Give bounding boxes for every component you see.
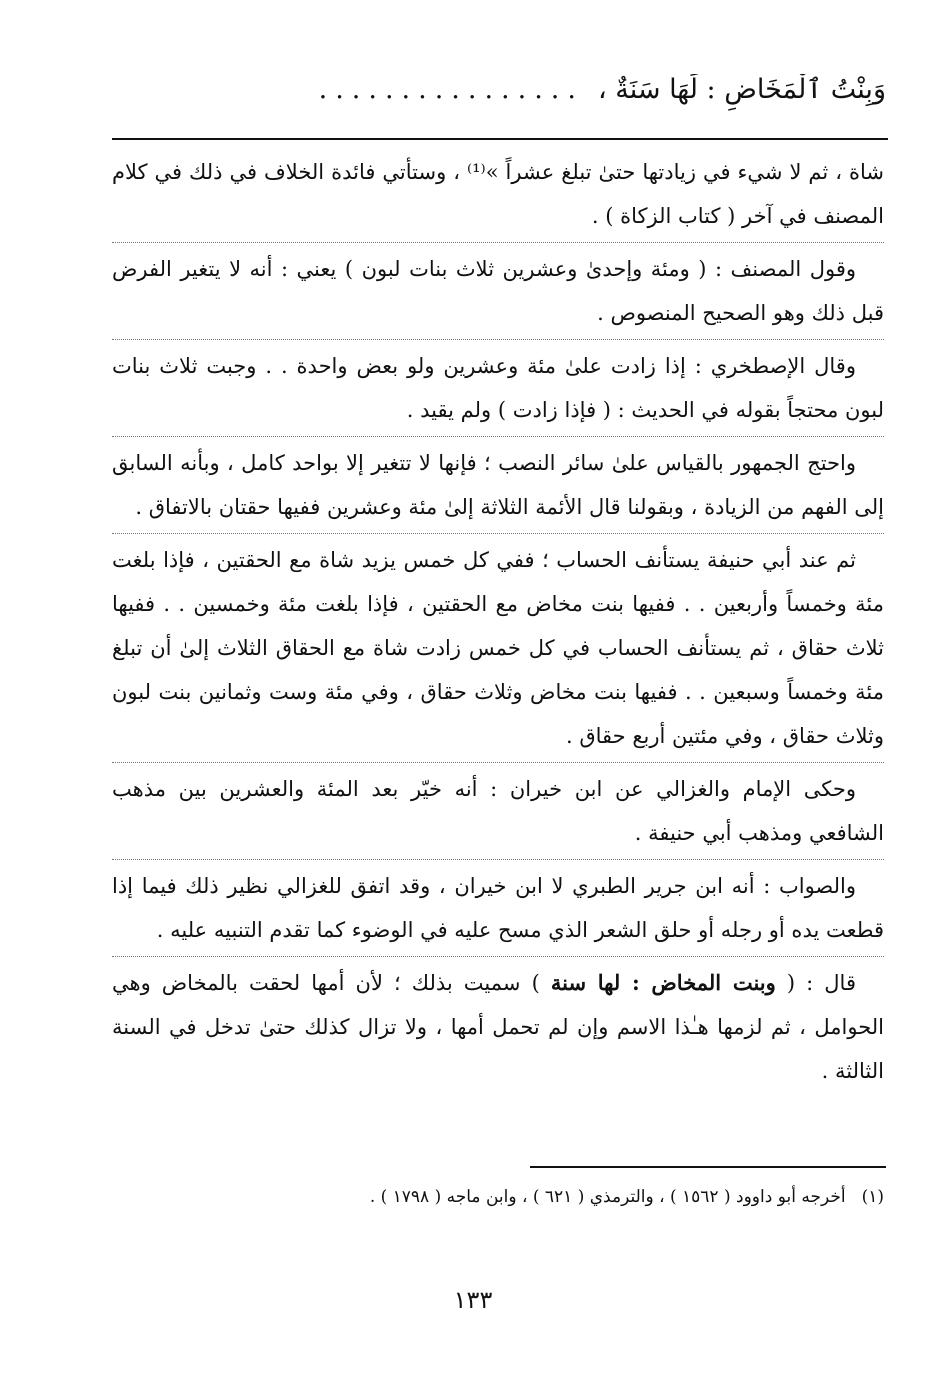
paragraph-6: وحكى الإمام والغزالي عن ابن خيران : أنه خيّر بعد المئة والعشرين بين مذهب الشافعي ومذهب أبي حنيفة . <box>112 777 884 845</box>
quoted-matn: وبنت المخاض : لها سنة <box>550 970 776 995</box>
paragraph-2: وقول المصنف : ( ومئة وإحدىٰ وعشرين ثلاث بنات لبون ) يعني : أنه لا يتغير الفرض قبل ذلك وهو الصحيح المنصوص . <box>112 257 884 325</box>
header-dot-leader: ................ <box>318 74 584 105</box>
paragraph-separator <box>112 859 884 860</box>
quote-intro: قال : ( <box>775 971 856 995</box>
paragraph-7: والصواب : أنه ابن جرير الطبري لا ابن خيران ، وقد اتفق للغزالي نظير ذلك فيما إذا قطعت يده أو رجله أو حلق الشعر الذي مسح عليه في الوضوء كما تقدم التنبيه عليه . <box>112 874 884 942</box>
paragraph-separator <box>112 242 884 243</box>
paragraph-3: وقال الإصطخري : إذا زادت علىٰ مئة وعشرين ولو بعض واحدة . . وجبت ثلاث بنات لبون محتجاً بقوله في الحديث : ( فإذا زادت ) ولم يقيد . <box>112 354 884 422</box>
running-header <box>108 74 886 124</box>
paragraph-separator <box>112 762 884 763</box>
paragraph-separator <box>112 956 884 957</box>
footnote-rule <box>530 1166 886 1168</box>
paragraph-4: واحتج الجمهور بالقياس علىٰ سائر النصب ؛ فإنها لا تتغير إلا بواحد كامل ، وبأنه السابق إلى الفهم من الزيادة ، وبقولنا قال الأئمة الثلاثة إلىٰ مئة وعشرين ففيها حقتان بالاتفاق . <box>112 451 884 519</box>
paragraph-separator <box>112 436 884 437</box>
header-title: وَبِنْتُ ٱلْمَخَاضِ : لَهَا سَنَةٌ ، <box>597 74 886 105</box>
paragraph-5: ثم عند أبي حنيفة يستأنف الحساب ؛ ففي كل خمس يزيد شاة مع الحقتين ، فإذا بلغت مئة وخمساً وأربعين . . ففيها بنت مخاض مع الحقتين ، فإذا بلغت مئة وخمسين . . ففيها ثلاث حقاق ، ثم يستأنف الحساب في كل خمس زادت شاة مع الحقاق الثلاث إلىٰ أن تبلغ مئة وخمساً وسبعين . . ففيها بنت مخاض وثلاث حقاق ، وفي مئة وست وثمانين بنت لبون وثلاث حقاق ، وفي مئتين أربع حقاق . <box>112 548 884 748</box>
footnote-number: (١) <box>861 1187 884 1207</box>
footnote-text: أخرجه أبو داوود ( ١٥٦٢ ) ، والترمذي ( ٦٢١ ) ، وابن ماجه ( ١٧٩٨ ) . <box>369 1187 846 1207</box>
quote-commentary: ) سميت بذلك ؛ لأن أمها لحقت بالمخاض وهي الحوامل ، ثم لزمها هـٰذا الاسم وإن لم تحمل أمها ، ولا تزال كذلك حتىٰ تدخل في السنة الثالثة . <box>112 971 884 1083</box>
main-text <box>112 150 884 1093</box>
page-number: ١٣٣ <box>453 1286 493 1314</box>
paragraph-separator <box>112 533 884 534</box>
paragraph-1: شاة ، ثم لا شيء في زيادتها حتىٰ تبلغ عشراً »⁽¹⁾ ، وستأتي فائدة الخلاف في ذلك في كلام المصنف في آخر ( كتاب الزكاة ) . <box>112 160 884 228</box>
paragraph-8 <box>112 961 884 1093</box>
header-rule <box>112 138 888 140</box>
footnote <box>112 1182 884 1212</box>
paragraph-separator <box>112 339 884 340</box>
